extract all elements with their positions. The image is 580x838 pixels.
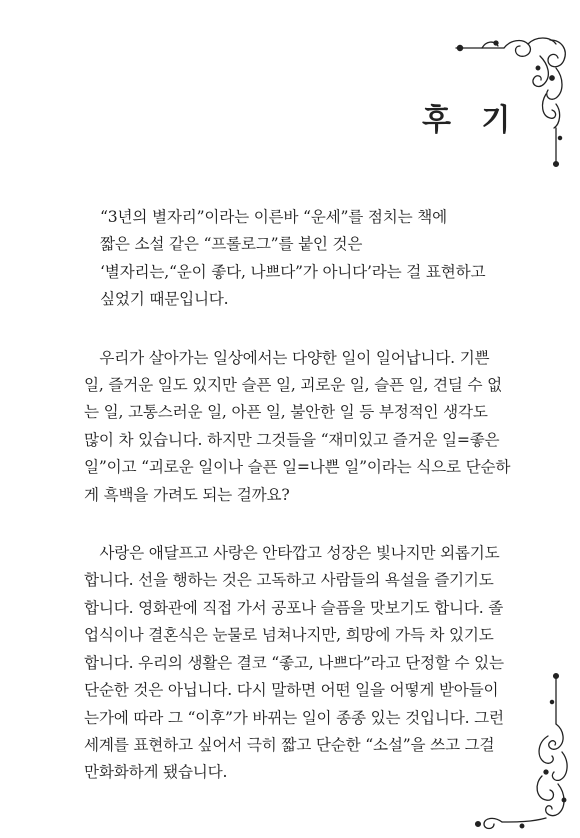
- text-line: ‘별자리는,“운이 좋다, 나쁘다”가 아니다’라는 걸 표현하고: [100, 262, 486, 281]
- text-line: 업식이나 결혼식은 눈물로 넘쳐나지만, 희망에 가득 차 있기도: [84, 626, 494, 645]
- text-line: 는 일, 고통스러운 일, 아픈 일, 불안한 일 등 부정적인 생각도: [84, 403, 488, 422]
- text-line: 많이 차 있습니다. 하지만 그것들을 “재미있고 즐거운 일=좋은: [84, 430, 500, 449]
- text-line: 게 흑백을 가려도 되는 걸까요?: [84, 485, 290, 504]
- paragraph-love-and-life: [84, 540, 504, 787]
- text-line: 만화화하게 됐습니다.: [84, 763, 228, 782]
- afterword-body: [84, 204, 511, 818]
- text-line: 세계를 표현하고 싶어서 극히 짧고 단순한 “소설”을 쓰고 그걸: [84, 735, 495, 754]
- paragraph-daily-life: [84, 345, 511, 509]
- page-title: 후 기: [422, 103, 521, 138]
- text-line: “3년의 별자리”이라는 이른바 “운세”를 점치는 책에: [100, 208, 448, 226]
- text-line: 합니다. 선을 행하는 것은 고독하고 사람들의 욕설을 즐기기도: [84, 571, 494, 590]
- text-line: 는가에 따라 그 “이후”가 바뀌는 일이 종종 있는 것입니다. 그런: [84, 708, 504, 727]
- text-line: 우리가 살아가는 일상에서는 다양한 일이 일어납니다. 기쁜: [84, 348, 490, 367]
- text-line: 합니다. 영화관에 직접 가서 공포나 슬픔을 맛보기도 합니다. 졸: [84, 598, 504, 617]
- text-line: 합니다. 우리의 생활은 결코 “좋고, 나쁘다”라고 단정할 수 있는: [84, 653, 504, 672]
- text-line: 일”이고 “괴로운 일이나 슬픈 일=나쁜 일”이라는 식으로 단순하: [84, 458, 511, 477]
- text-line: 단순한 것은 아닙니다. 다시 말하면 어떤 일을 어떻게 받아들이: [84, 681, 499, 700]
- text-line: 짧은 소설 같은 “프롤로그”를 붙인 것은: [100, 235, 363, 254]
- paragraph-intro: [84, 204, 504, 314]
- text-line: 일, 즐거운 일도 있지만 슬픈 일, 괴로운 일, 슬픈 일, 견딜 수 없: [84, 376, 502, 395]
- text-line: 사랑은 애달프고 사랑은 안타깝고 성장은 빛나지만 외롭기도: [84, 544, 500, 563]
- corner-flourish-bottom-right-icon: [472, 672, 572, 832]
- text-line: 싶었기 때문입니다.: [100, 290, 229, 309]
